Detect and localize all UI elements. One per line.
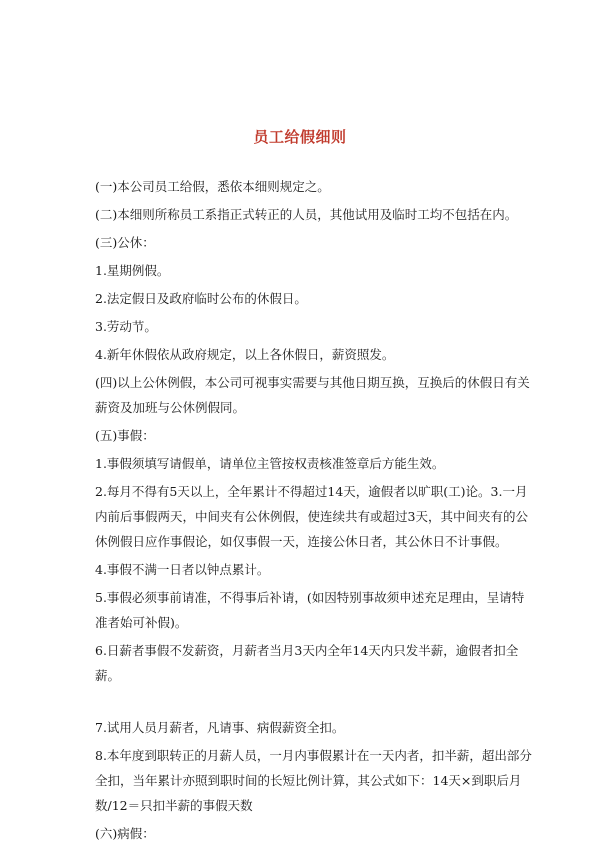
document-body <box>95 174 535 849</box>
paragraph: 6.日薪者事假不发薪资，月薪者当月3天内全年14天内只发半薪，逾假者扣全薪。 <box>95 643 519 683</box>
paragraph: 4.新年休假依从政府规定，以上各休假日，薪资照发。 <box>95 347 395 362</box>
paragraph: 2.每月不得有5天以上，全年累计不得超过14天，逾假者以旷职(工)论。3.一月内前后事假两天，中间夹有公休例假，使连续共有或超过3天，其中间夹有的公休例假日应作事假论，如仅事假一天，连接公休日者，其公休日不计事假。 <box>95 484 528 549</box>
paragraph: (二)本细则所称员工系指正式转正的人员，其他试用及临时工均不包括在内。 <box>95 207 518 222</box>
paragraph: (一)本公司员工给假，悉依本细则规定之。 <box>95 179 330 194</box>
paragraph: 8.本年度到职转正的月薪人员，一月内事假累计在一天内者，扣半薪，超出部分全扣，当年累计亦照到职时间的长短比例计算，其公式如下：14天×到职后月数/12＝只扣半薪的事假天数 <box>95 748 532 813</box>
paragraph: 2.法定假日及政府临时公布的休假日。 <box>95 291 307 306</box>
paragraph: (三)公休： <box>95 235 155 250</box>
paragraph: (四)以上公休例假，本公司可视事实需要与其他日期互换，互换后的休假日有关薪资及加班与公休例假同。 <box>95 375 530 415</box>
document-title: 员工给假细则 <box>253 128 347 146</box>
paragraph: 5.事假必须事前请准，不得事后补请，(如因特别事故须申述充足理由，呈请特准者始可补假)。 <box>95 590 525 630</box>
paragraph: 1.事假须填写请假单，请单位主管按权责核准签章后方能生效。 <box>95 456 445 471</box>
paragraph: 1.星期例假。 <box>95 263 170 278</box>
paragraph: 7.试用人员月薪者，凡请事、病假薪资全扣。 <box>95 720 345 735</box>
paragraph: (六)病假： <box>95 826 155 841</box>
paragraph: 3.劳动节。 <box>95 319 157 334</box>
paragraph: 4.事假不满一日者以钟点累计。 <box>95 562 270 577</box>
paragraph: (五)事假： <box>95 428 155 443</box>
